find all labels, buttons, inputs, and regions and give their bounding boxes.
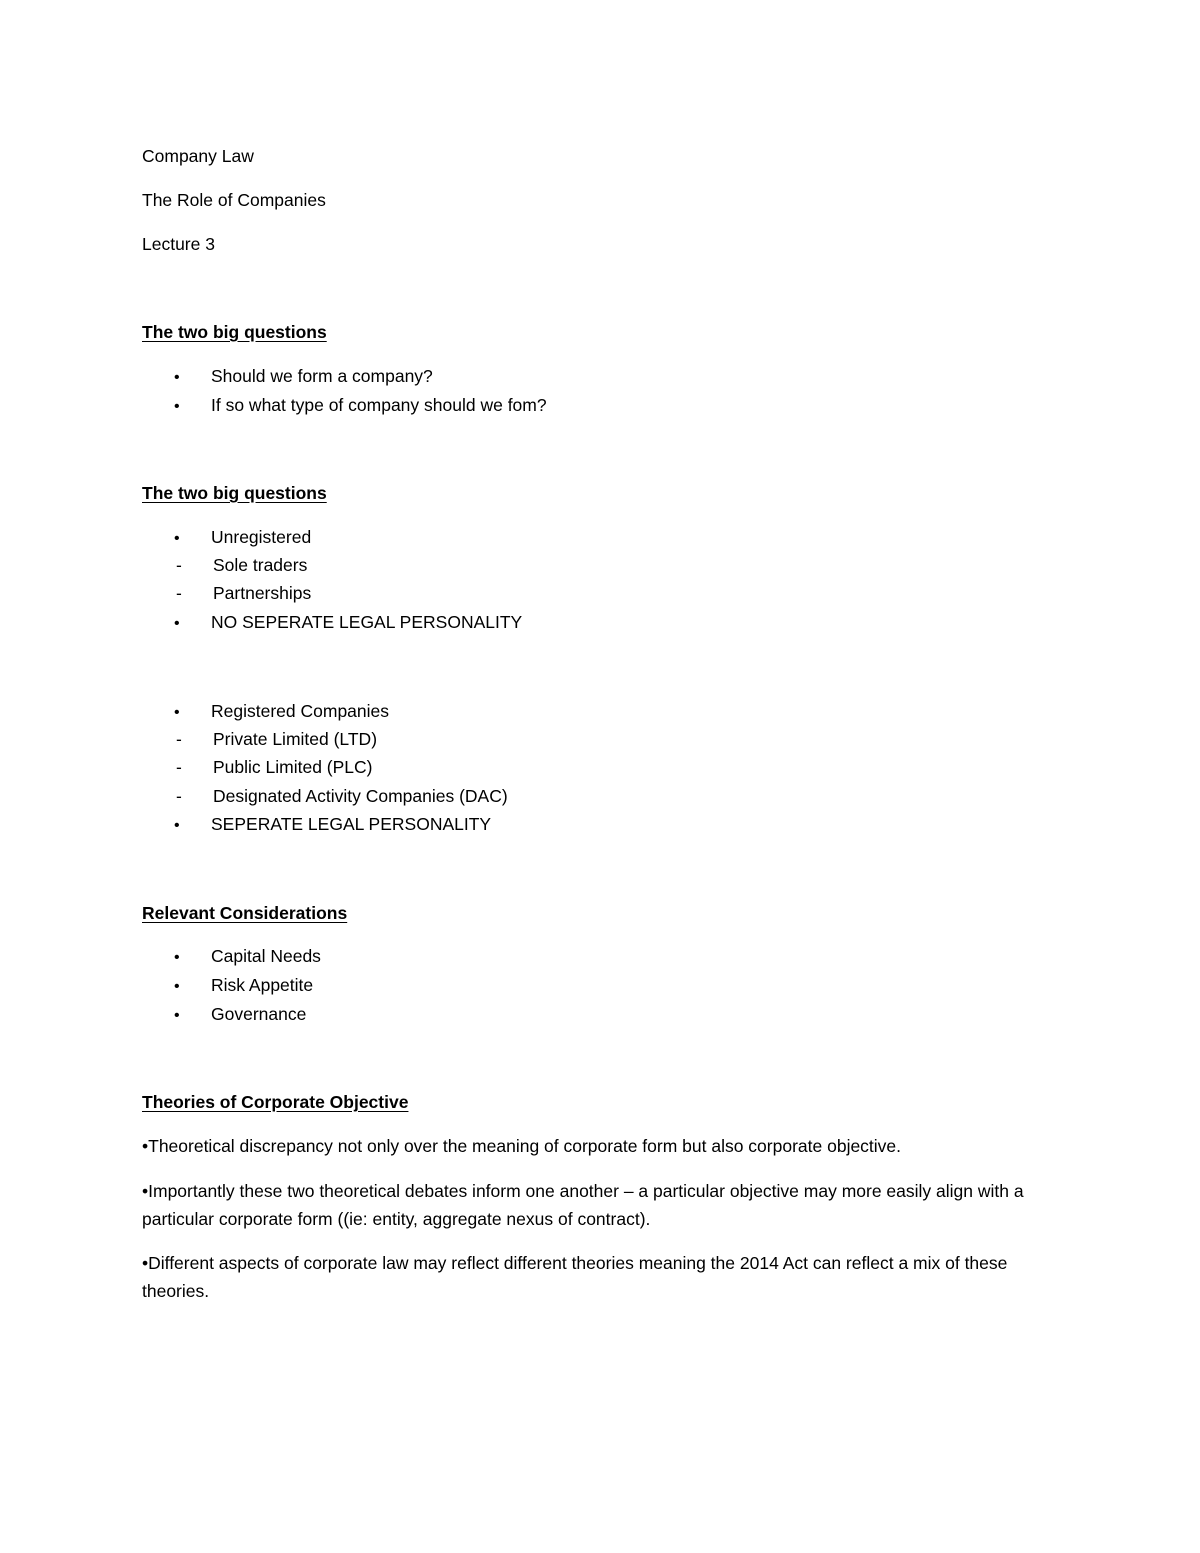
list-item (174, 945, 321, 969)
dash-icon: - (176, 555, 182, 575)
dash-icon: - (176, 786, 182, 806)
list-item-text: Designated Activity Companies (DAC) (213, 786, 508, 806)
paragraph: •Different aspects of corporate law may reflect different theories meaning the 2014 Act can reflect a mix of these theories. (142, 1253, 1008, 1301)
dash-icon: - (176, 757, 182, 777)
paragraph: •Importantly these two theoretical debates inform one another – a particular objective may more easily align with a particular corporate form ((ie: entity, aggregate nexus of contract). (142, 1181, 1024, 1229)
bullet-icon: • (174, 978, 180, 995)
list-item (174, 611, 522, 635)
list-item-text: NO SEPERATE LEGAL PERSONALITY (211, 612, 523, 632)
dash-icon: - (176, 583, 182, 603)
topic-title: The Role of Companies (142, 190, 326, 210)
dash-icon: - (176, 729, 182, 749)
bullet-icon: • (174, 398, 180, 415)
list-item (174, 582, 311, 604)
list-item (174, 394, 547, 418)
list-item-text: Risk Appetite (211, 975, 314, 995)
list-item-text: Private Limited (LTD) (213, 729, 378, 749)
bullet-icon: • (174, 817, 180, 834)
bullet-icon: • (174, 949, 180, 966)
list-item (174, 1003, 306, 1027)
section-heading-two-big-questions-2: The two big questions (142, 483, 327, 503)
list-item-text: Should we form a company? (211, 366, 433, 386)
section-heading-two-big-questions: The two big questions (142, 322, 327, 342)
list-item-text: Capital Needs (211, 946, 321, 966)
list-item-text: Sole traders (213, 555, 308, 575)
list-item-text: If so what type of company should we fom? (211, 395, 547, 415)
bullet-icon: • (174, 530, 180, 547)
list-item-text: Registered Companies (211, 701, 390, 721)
bullet-icon: • (174, 615, 180, 632)
list-item-text: Unregistered (211, 527, 312, 547)
list-item (174, 813, 491, 837)
list-item (174, 526, 311, 550)
list-item (174, 756, 373, 778)
list-item-text: Partnerships (213, 583, 312, 603)
list-item (174, 728, 377, 750)
bullet-icon: • (174, 369, 180, 386)
lecture-label: Lecture 3 (142, 234, 215, 254)
list-item (174, 554, 307, 576)
section-heading-relevant-considerations: Relevant Considerations (142, 903, 348, 923)
bullet-icon: • (174, 704, 180, 721)
section-heading-theories-of-corporate-objective: Theories of Corporate Objective (142, 1092, 409, 1112)
list-item-text: Governance (211, 1004, 307, 1024)
paragraph: •Theoretical discrepancy not only over the meaning of corporate form but also corporate objective. (142, 1136, 902, 1156)
bullet-icon: • (174, 1007, 180, 1024)
list-item (174, 365, 433, 389)
course-title: Company Law (142, 146, 254, 166)
list-item (174, 974, 313, 998)
list-item-text: SEPERATE LEGAL PERSONALITY (211, 814, 492, 834)
list-item-text: Public Limited (PLC) (213, 757, 373, 777)
list-item (174, 785, 508, 807)
list-item (174, 700, 389, 724)
